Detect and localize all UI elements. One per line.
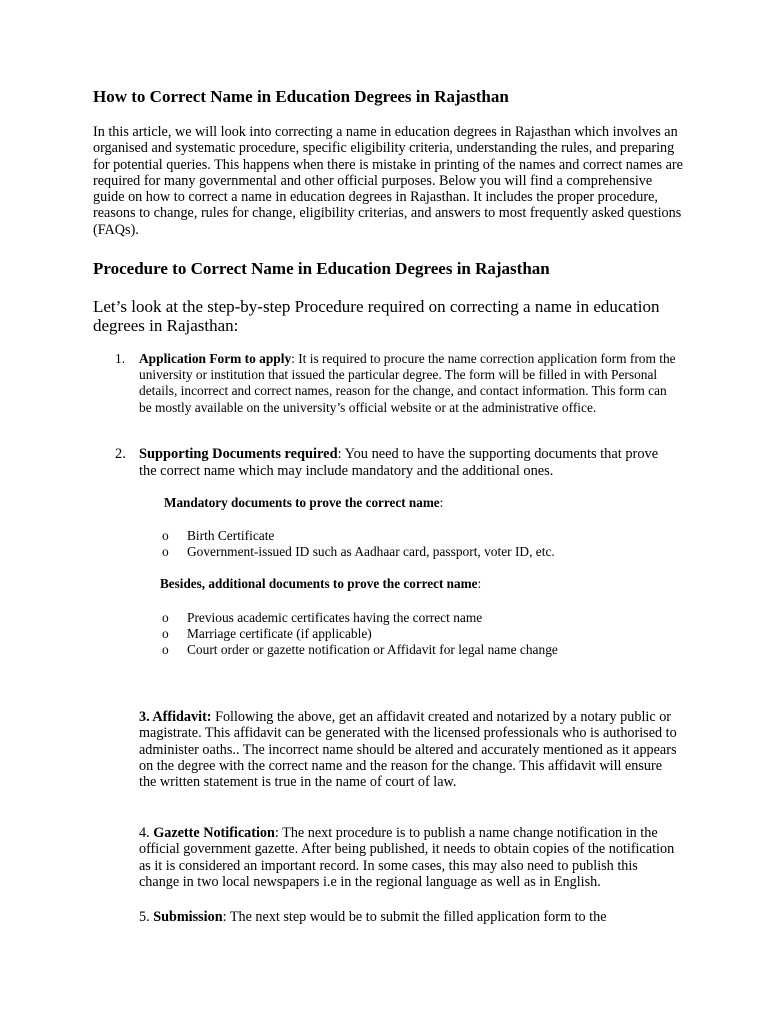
step-3-number: 3. bbox=[139, 709, 150, 725]
step-3 bbox=[139, 709, 679, 790]
list-item-text: Marriage certificate (if applicable) bbox=[187, 626, 372, 641]
mandatory-docs-colon: : bbox=[439, 495, 444, 510]
step-5-number: 5. bbox=[139, 909, 150, 925]
additional-docs-heading bbox=[160, 576, 481, 592]
step-5-text: : The next step would be to submit the filled application form to the bbox=[222, 909, 607, 925]
step-2-number: 2. bbox=[115, 446, 126, 462]
list-item-text: Government-issued ID such as Aadhaar card, passport, voter ID, etc. bbox=[187, 544, 555, 559]
step-1-number: 1. bbox=[115, 351, 126, 366]
bullet-icon: o bbox=[162, 626, 169, 641]
step-3-text: Following the above, get an affidavit created and notarized by a notary public or magistrate. This affidavit can be generated with the licensed professionals who is authorised to administer oaths.. The incorrect name should be altered and accurately mentioned as it appears on the degree with the correct name and the reason for the change. This affidavit will ensure the written statement is true in the name of court of law. bbox=[139, 709, 677, 791]
intro-paragraph: In this article, we will look into correcting a name in education degrees in Rajasthan which involves an organised and systematic procedure, specific eligibility criteria, understanding the rules, and preparing for potential queries. This happens when there is mistake in printing of the names and correct names are required for many governmental and other official purposes. Below you will find a comprehensive guide on how to correct a name in education degrees in Rajasthan. It includes the proper procedure, reasons to change, rules for change, eligibility criterias, and answers to most frequently asked questions (FAQs). bbox=[93, 124, 683, 238]
step-5 bbox=[139, 909, 679, 925]
step-4-text: : The next procedure is to publish a name change notification in the official government gazette. After being published, it needs to obtain copies of the notification as it is considered an important record. In some cases, this may also need to publish this change in two local newspapers i.e in the regional language as well as in English. bbox=[139, 825, 675, 890]
step-2-label: Supporting Documents required bbox=[139, 446, 338, 462]
additional-docs-colon: : bbox=[477, 576, 482, 591]
mandatory-docs-heading bbox=[164, 495, 443, 511]
list-item-text: Previous academic certificates having the correct name bbox=[187, 610, 483, 625]
step-4-label: Gazette Notification bbox=[153, 825, 275, 841]
bullet-icon: o bbox=[162, 544, 169, 559]
bullet-icon: o bbox=[162, 610, 169, 625]
list-item-text: Birth Certificate bbox=[187, 528, 275, 543]
step-2 bbox=[139, 446, 679, 479]
mandatory-docs-heading-text: Mandatory documents to prove the correct name bbox=[164, 495, 440, 510]
page-title: How to Correct Name in Education Degrees in Rajasthan bbox=[93, 87, 509, 106]
step-2-text: : You need to have the supporting documents that prove the correct name which may include mandatory and the additional ones. bbox=[139, 446, 659, 479]
procedure-lead: Let’s look at the step-by-step Procedure required on correcting a name in education degrees in Rajasthan: bbox=[93, 297, 660, 335]
step-5-label: Submission bbox=[153, 909, 223, 925]
bullet-icon: o bbox=[162, 642, 169, 657]
step-1-label: Application Form to apply bbox=[139, 351, 292, 366]
step-4 bbox=[139, 825, 679, 890]
list-item-text: Court order or gazette notification or Affidavit for legal name change bbox=[187, 642, 558, 657]
step-4-number: 4. bbox=[139, 825, 150, 841]
step-1 bbox=[139, 351, 679, 416]
step-1-text: : It is required to procure the name correction application form from the university or institution that issued the particular degree. The form will be filled in with Personal details, incorrect and correct names, reason for the change, and contact information. This form can be mostly available on the university’s official website or at the administrative office. bbox=[139, 351, 676, 415]
bullet-icon: o bbox=[162, 528, 169, 543]
step-3-label: Affidavit: bbox=[152, 709, 212, 725]
additional-docs-heading-text: Besides, additional documents to prove the correct name bbox=[160, 576, 478, 591]
procedure-heading: Procedure to Correct Name in Education Degrees in Rajasthan bbox=[93, 259, 550, 278]
